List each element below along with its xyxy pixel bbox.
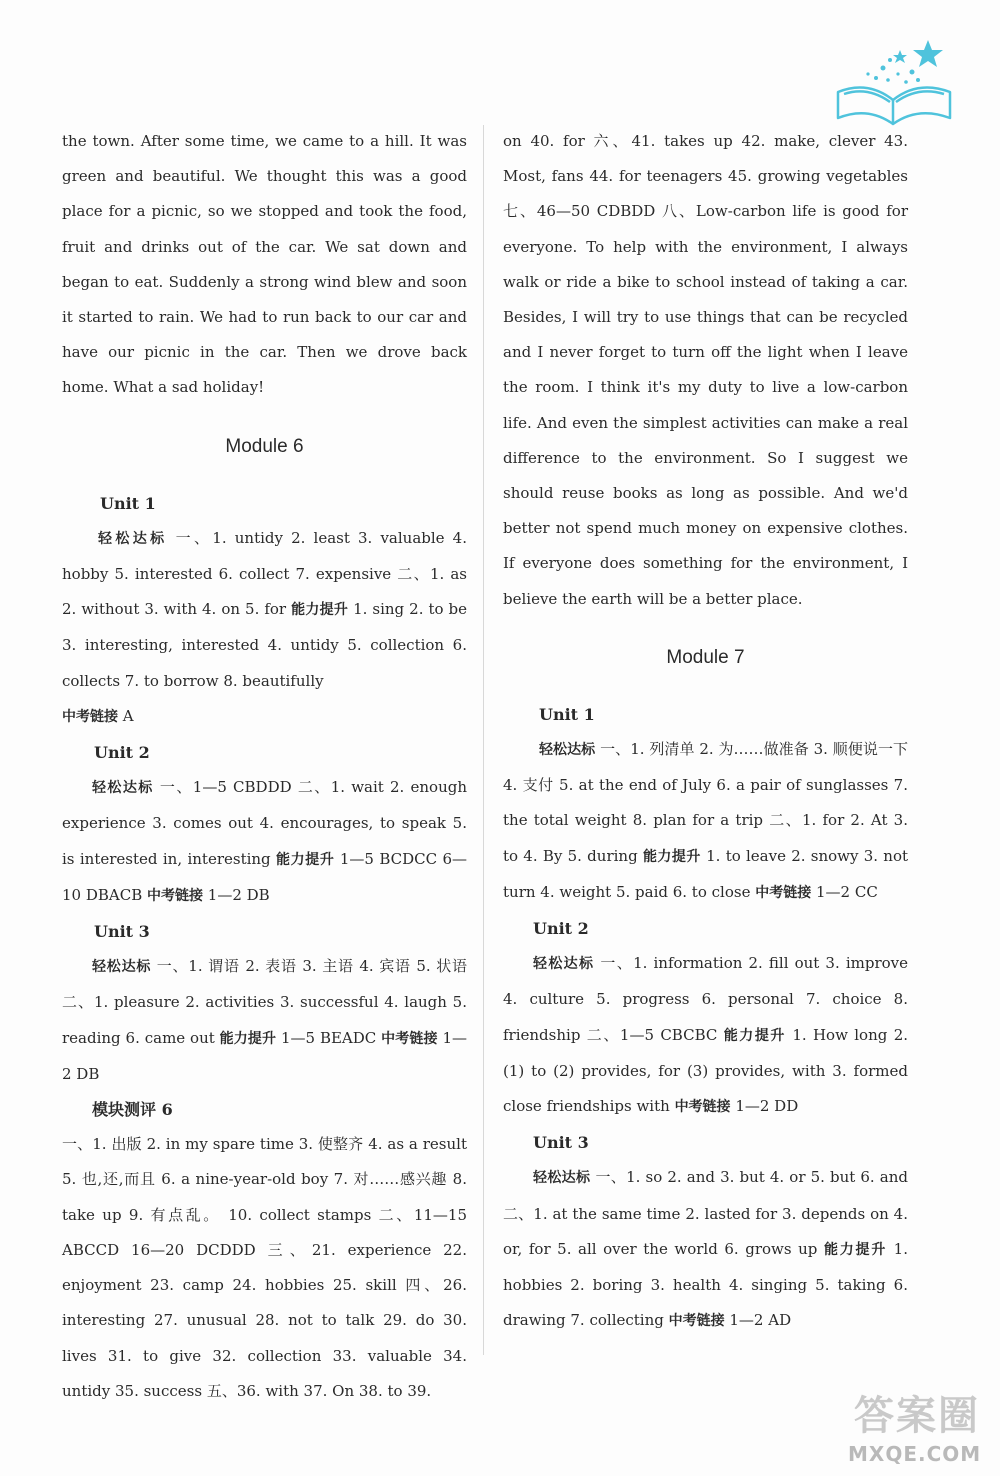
module-6-test-answers: 一、1. 出版 2. in my spare time 3. 使整齐 4. as a result 5. 也,还,而且 6. a nine-year-old boy 7. 对……感兴趣 8. take up 9. 有点乱。 10. collect stamps 二、11—15 ABCCD 16—20 DCDDD 三、21. experience 22. enjoyment 23. camp 24. hobbies 25. skill 四、26. interesting 27. unusual 28. not to talk 29. do 30. lives 31. to give 32. collection 33. valuable 34. untidy 35. success 五、36. with 37. On 38. to 39. — [62, 1135, 467, 1400]
keyword-ability-up: 能力提升 — [642, 848, 701, 865]
module-7-unit-1-title: Unit 1 — [539, 704, 595, 724]
module-6-unit-3-answers: 轻松达标 一、1. 谓语 2. 表语 3. 主语 4. 宾语 5. 状语 二、1. pleasure 2. activities 3. successful 4. laugh 5. reading 6. came out 能力提升 1—5 BEADC 中考链接 1—2 DB — [62, 957, 468, 1083]
keyword-easy-target: 轻松达标 — [98, 530, 168, 547]
keyword-ability-up: 能力提升 — [276, 851, 335, 868]
column-divider — [483, 125, 484, 1355]
module-6-title: Module 6 — [225, 435, 304, 457]
keyword-exam-link: 中考链接 — [755, 884, 812, 901]
module-7-unit-2-answers: 轻松达标 一、1. information 2. fill out 3. improve 4. culture 5. progress 6. personal 7. choice 8. friendship 二、1—5 CBCBC 能力提升 1. How long 2. (1) to (2) provides, for (3) provides, with 3. formed close friendships with 中考链接 1—2 DD — [503, 954, 909, 1116]
keyword-easy-target: 轻松达标 — [533, 1170, 591, 1187]
keyword-exam-link: 中考链接 — [674, 1099, 731, 1116]
module-6-unit-1-answers: 轻松达标 一、1. untidy 2. least 3. valuable 4. hobby 5. interested 6. collect 7. expensive 二、1. as 2. without 3. with 4. on 5. for 能力提升 1. sing 2. to be 3. interesting, interested 4. untidy 5. collection 6. collects 7. to borrow 8. beautifully 中考链接 A — [62, 528, 468, 725]
keyword-easy-target: 轻松达标 — [533, 956, 595, 973]
module-7-unit-1-answers: 轻松达标 一、1. 列清单 2. 为……做准备 3. 顺便说一下 4. 支付 5. at the end of July 6. a pair of sunglasses 7. the total weight 8. plan for a trip 二、1. for 2. At 3. to 4. By 5. during 能力提升 1. to leave 2. snowy 3. not turn 4. weight 5. paid 6. to close 中考链接 1—2 CC — [503, 740, 909, 901]
watermark-logo-text: 答案圈 — [854, 1393, 980, 1439]
keyword-ability-up: 能力提升 — [291, 602, 349, 619]
module-6-unit-2-answers: 轻松达标 一、1—5 CBDDD 二、1. wait 2. enough experience 3. comes out 4. encourages, to speak 5. is interested in, interesting 能力提升 1—5 BCDCC 6—10 DBACB 中考链接 1—2 DB — [62, 778, 468, 904]
left-column — [62, 124, 467, 1409]
module-7-unit-2-title: Unit 2 — [533, 919, 589, 939]
keyword-exam-link: 中考链接 — [147, 887, 204, 904]
keyword-ability-up: 能力提升 — [823, 1241, 888, 1258]
keyword-exam-link: 中考链接 — [381, 1030, 438, 1047]
open-book-with-stars-icon — [828, 30, 958, 130]
module-7-unit-3-answers: 轻松达标 一、1. so 2. and 3. but 4. or 5. but 6. and 二、1. at the same time 2. lasted for 3. depends on 4. or, for 5. all over the world 6. grows up 能力提升 1. hobbies 2. boring 3. health 4. singing 5. taking 6. drawing 7. collecting 中考链接 1—2 AD — [503, 1168, 909, 1330]
keyword-ability-up: 能力提升 — [219, 1030, 277, 1047]
keyword-easy-target: 轻松达标 — [92, 959, 152, 976]
right-column — [503, 124, 908, 1340]
module-6-test-title: 模块测评 6 — [92, 1100, 173, 1120]
keyword-exam-link: 中考链接 — [62, 708, 118, 725]
keyword-ability-up: 能力提升 — [723, 1027, 786, 1044]
module-6-unit-1-title: Unit 1 — [100, 493, 156, 513]
answer-site-watermark — [844, 1380, 994, 1470]
module-6-test-answers-continued: on 40. for 六、41. takes up 42. make, clever 43. Most, fans 44. for teenagers 45. growing vegetables 七、46—50 CDBDD 八、Low-carbon life is good for everyone. To help with the environment, I always walk or ride a bike to school instead of taking a car. Besides, I will try to use things that can be recycled and I never forget to turn off the light when I leave the room. I think it's my duty to live a low-carbon life. And even the simplest activities can make a real difference to the environment. So I suggest we should reuse books as long as possible. And we'd better not spend much money on expensive clothes. If everyone does something for the environment, I believe the earth will be a better place. — [503, 132, 908, 608]
story-ending-paragraph: the town. After some time, we came to a hill. It was green and beautiful. We thought this was a good place for a picnic, so we stopped and took the food, fruit and drinks out of the car. We sat down and began to eat. Suddenly a strong wind blew and soon it started to rain. We had to run back to our car and have our picnic in the car. Then we drove back home. What a sad holiday! — [62, 132, 467, 397]
watermark-url: MXQE.COM — [848, 1442, 982, 1466]
keyword-exam-link: 中考链接 — [668, 1313, 725, 1330]
module-7-unit-3-title: Unit 3 — [533, 1133, 589, 1153]
keyword-easy-target: 轻松达标 — [92, 780, 154, 797]
keyword-easy-target: 轻松达标 — [539, 742, 596, 759]
module-6-unit-2-title: Unit 2 — [94, 743, 150, 763]
module-7-title: Module 7 — [666, 646, 745, 668]
module-6-unit-3-title: Unit 3 — [94, 922, 150, 942]
